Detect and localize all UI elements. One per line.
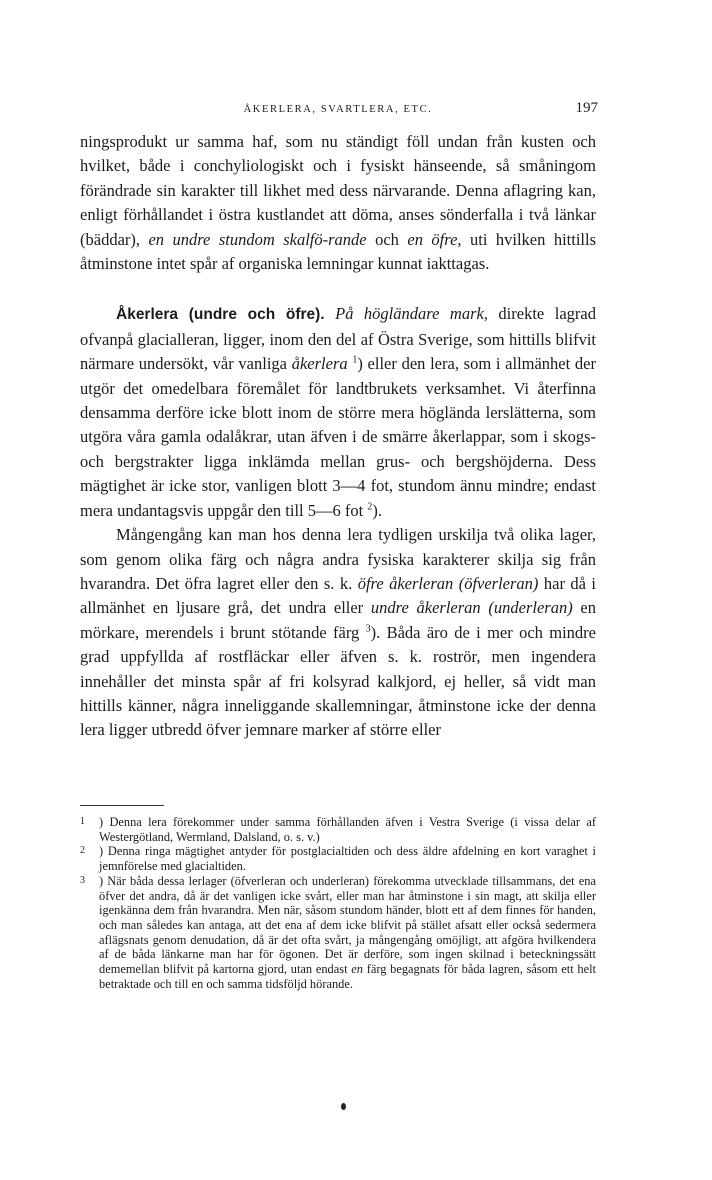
- p3-text-d: ). Båda äro de i mer och mindre grad uppfyllda af rostfläckar eller äfven s. k. roströr, men ingendera innehåller det minsta spår af fri kolsyrad kalkjord, ej heller, så vidt man hittills känner, några inneliggande skallemningar, åtminstone icke der denna lera ligger utbredd öfver jemnare marker af större eller: [80, 622, 596, 740]
- footnote-1: [80, 815, 596, 844]
- p3-text-b: har då i allmänhet en ljusare grå, det undra eller: [80, 573, 596, 618]
- running-title: ÅKERLERA, SVARTLERA, ETC.: [243, 104, 433, 115]
- p1-italic-1: en undre stundom skalfö-rande: [148, 229, 367, 249]
- footnote-2-text: ) Denna ringa mägtighet antyder för postglacialtiden och dess äldre afdelning en kort varaghet i jemnförelse med glacialtiden.: [99, 844, 596, 874]
- paragraph-3: [80, 523, 596, 743]
- footnote-2: [80, 844, 596, 873]
- section-heading: Åkerlera (undre och öfre).: [116, 306, 325, 324]
- footnote-2-mark: 2: [80, 845, 85, 857]
- footnote-3: [80, 874, 596, 992]
- footnote-ref-1[interactable]: 1: [352, 354, 358, 366]
- p2-italic-1: På högländare mark,: [335, 304, 488, 324]
- footnote-3-text-b: färg begagnats för båda lagren, såsom ett helt betraktade och till en och samma tidsföljd hörande.: [99, 962, 596, 991]
- p3-italic-1: öfre åkerleran (öfverleran): [357, 573, 539, 593]
- ink-dot: [341, 1103, 346, 1110]
- p3-text-a: Mångengång kan man hos denna lera tydligen urskilja två olika lager, som genom olika färg och några andra fysiska karakterer skilja sig från hvarandra. Det öfra lagret eller den s. k.: [80, 525, 596, 593]
- paragraph-1: [80, 130, 596, 276]
- p3-text-c: en mörkare, merendels i brunt stötande färg: [80, 598, 597, 642]
- footnote-3-italic: en: [351, 962, 363, 977]
- p2-italic-2: åkerlera: [291, 354, 348, 374]
- footnote-3-text-a: ) När båda dessa lerlager (öfverleran och underleran) förekomma utvecklade tillsammans, det ena öfver det andra, då är det vanligen icke svårt, eller man har åtminstone i sin magt, att skilja eller igenkänna dem från hvarandra. Men när, såsom stundom händer, blott ett af dem finnes för handen, och man således kan antaga, att det ena af dem icke blifvit på stället afsatt eller också sedermera aflägsnats genom denudation, då är det ofta svårt, ja mångengång omöjligt, att afgöra hvilkendera af de båda länkarne man har för ögonen. Det är derföre, som ingen skilnad i beteckningssätt dememellan blifvit på kartorna gjord, utan endast: [99, 873, 596, 977]
- p1-mid-text: och: [366, 229, 408, 249]
- p1-italic-2: en öfre: [407, 229, 458, 249]
- p3-italic-2: undre åkerleran (underleran): [370, 598, 573, 618]
- footnote-ref-2[interactable]: 2: [367, 501, 373, 513]
- body-text: [80, 130, 596, 743]
- footnotes: [80, 815, 596, 991]
- p1-end-text: , uti hvilken hittills åtminstone intet spår af organiska lemningar kunnat iakttagas.: [80, 229, 597, 274]
- p2-text-c: ).: [372, 500, 382, 520]
- page-header: [78, 100, 598, 120]
- p1-text: ningsprodukt ur samma haf, som nu ständigt föll undan från kusten och hvilket, både i conchyliologiskt och i fysiskt hänseende, så småningom förändrade sin karakter till likhet med dess närvarande. Denna aflagring kan, enligt förhållandet i östra kustlandet att döma, anses sönderfalla i två länkar (bäddar),: [80, 132, 596, 249]
- footnote-3-mark: 3: [80, 874, 85, 886]
- paragraph-2: [80, 302, 596, 523]
- footnote-1-text: ) Denna lera förekommer under samma förhållanden äfven i Vestra Sverige (i vissa delar af Westergötland, Wermland, Dalsland, o. s. v.): [99, 815, 596, 844]
- p2-text-b: ) eller den lera, som i allmänhet der utgör det omedelbara föremålet för landtbrukets verksamhet. Vi återfinna densamma derföre icke blott inom de större mera höglända lerslätterna, som utgöra våra gamla odalåkrar, utan äfven i de smärre åkerlappar, som i skogs- och bergstrakter ligga inklämda mellan grus- och bergshöjderna. Dess mägtighet är icke stor, vanligen blott 3—4 fot, stundom ännu mindre; endast mera undantagsvis uppgår den till 5—6 fot: [80, 354, 596, 520]
- p2-text-a: direkte lagrad ofvanpå glacialleran, ligger, inom den del af Östra Sverige, som hittills blifvit närmare undersökt, vår vanliga: [80, 304, 596, 374]
- footnote-ref-3[interactable]: 3: [365, 623, 371, 635]
- footnote-divider: [80, 805, 164, 806]
- page-number: 197: [575, 100, 598, 116]
- footnote-1-mark: 1: [80, 816, 85, 827]
